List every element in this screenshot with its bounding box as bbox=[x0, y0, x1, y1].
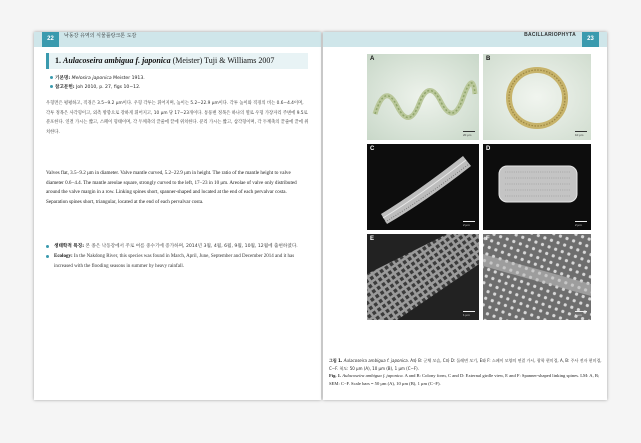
caption-korean-label: 그림 1. bbox=[329, 358, 343, 363]
scale-bar: 20 μm bbox=[463, 131, 475, 137]
caption-korean-species: Aulacoseira ambigua f. japonica. bbox=[343, 358, 410, 363]
left-page-header bbox=[34, 32, 321, 47]
left-page bbox=[34, 32, 321, 400]
sem-micrograph-f bbox=[483, 234, 591, 320]
ecology-korean-label: 생태학적 특징: bbox=[54, 244, 85, 249]
basionym-author: Meister 1913. bbox=[113, 76, 145, 81]
basionym-line bbox=[50, 75, 145, 81]
right-page bbox=[323, 32, 607, 400]
caption-english-species: Aulacoseira ambigua f. japonica. bbox=[342, 373, 404, 378]
scale-bar: 2 μm bbox=[575, 221, 587, 227]
species-name: Aulacoseira ambigua f. japonica bbox=[63, 56, 171, 65]
korean-description: 우형면은 평평하고, 직경은 3.5−9.2 μm이다. 우형 각투는 휘어지며, 높이는 5.2−22.9 μm이다. 각투 높이와 직경의 비는 0.6−4.4이며, 각투 정목은 사각형이고, 외측 방향으로 강하게 휘어지고, 10 μm 당 17−23개이다. 통풍변 정목은 하나의 열로 우형 가장자리 주변에 9.5로 분포한다. 연결 가시는 짧고, 스페이 형태이며, 각 두께축의 끝줄에 끝에 위치한다. 분리 가시는 짧고, 삼각형이며, 각 두께축의 끝줄에 끝에 위치한다. bbox=[46, 101, 309, 135]
figure-panel-f bbox=[483, 234, 591, 320]
figure-panel-e bbox=[367, 234, 479, 320]
species-authority: (Meister) Tuji & Williams 2007 bbox=[172, 56, 275, 65]
figure-panel-c bbox=[367, 144, 479, 230]
panel-label: D bbox=[486, 146, 491, 152]
figure-panel-a bbox=[367, 54, 479, 140]
colony-micrograph-a bbox=[367, 54, 479, 140]
species-title bbox=[46, 53, 308, 69]
figure-panel-b bbox=[483, 54, 591, 140]
scale-bar: 1 μm bbox=[463, 311, 475, 317]
bullet-icon bbox=[46, 245, 49, 248]
right-page-header bbox=[323, 32, 607, 47]
basionym-label: 기본명: bbox=[55, 76, 71, 81]
bullet-icon bbox=[50, 76, 53, 79]
panel-label: A bbox=[370, 56, 375, 62]
sem-micrograph-d bbox=[483, 144, 591, 230]
reference-value: Joh 2010, p. 27, figs 10−12. bbox=[76, 85, 141, 90]
sem-micrograph-e bbox=[367, 234, 479, 320]
ecology-english bbox=[46, 252, 309, 272]
bullet-icon bbox=[46, 255, 49, 258]
reference-line bbox=[50, 84, 140, 90]
scale-bar: 2 μm bbox=[463, 221, 475, 227]
reference-label: 참고문헌: bbox=[55, 85, 75, 90]
english-description: Valves flat, 3.5−9.2 μm in diameter. Valve mantle curved, 5.2−22.9 μm in height. The ratio of the mantle height to valve diameter 0.6−4.4. The mantle areolae square, strongly curved to the left, 17−23 in 10 μm. Areolae of valve only distributed around the valve margin in a row. Linking spines short, spanner-shaped and located at the end of each pervalvar costa. Separation spines short, triangular, located at the end of each pervalvar costa. bbox=[46, 170, 297, 205]
panel-label: C bbox=[370, 146, 375, 152]
panel-label: F bbox=[486, 236, 490, 242]
scale-bar: 10 μm bbox=[575, 131, 587, 137]
ecology-korean bbox=[46, 242, 309, 252]
figure-caption bbox=[329, 357, 603, 387]
caption-korean-text: A와 B: 군체 모습, C와 D: 돌레면 모기, E와 F: 스페이 모양의 연결 가시, 광학 현미경, A, B: 주사 전자 현미경, C−F. 척도: 50 μm (A), 10 μm (B), 1 μm (C−F). bbox=[329, 358, 602, 371]
caption-english-label: Fig. 1. bbox=[329, 373, 342, 378]
ecology-english-label: Ecology: bbox=[54, 254, 73, 259]
colony-micrograph-b bbox=[483, 54, 591, 140]
caption-english-text: A and B: Colony form, C and D: External girdle view, E and F: Spanner-shaped linking spines. LM: A, B; SEM: C−F. Scale bars = 50 μm (A), 10 μm (B), 1 μm (C−F). bbox=[329, 373, 600, 386]
basionym-name: Melosira japonica bbox=[71, 76, 112, 81]
caption-english bbox=[329, 372, 603, 387]
book-title: 낙동강 유역의 식물플랑크톤 도감 bbox=[64, 33, 137, 39]
ecology-english-text: In the Nakdong River, this species was found in March, April, June, September and December 2014 and it has increased with the flooding seasons in summer by heavy rainfall. bbox=[54, 254, 295, 269]
species-number: 1. bbox=[55, 56, 61, 65]
panel-label: E bbox=[370, 236, 375, 242]
left-page-number: 22 bbox=[42, 32, 59, 47]
division-title: BACILLARIOPHYTA bbox=[524, 32, 576, 38]
caption-korean bbox=[329, 357, 603, 372]
right-page-number: 23 bbox=[582, 32, 599, 47]
ecology-section bbox=[46, 242, 309, 272]
ecology-korean-text: 본 종은 낙동강에서 주로 여름 중수기에 증가하며, 2014년 3월, 4월, 6월, 9월, 10월, 12월에 출현하였다. bbox=[85, 244, 298, 249]
sem-micrograph-c bbox=[367, 144, 479, 230]
figure-panel-d bbox=[483, 144, 591, 230]
scale-bar: 1 μm bbox=[575, 311, 587, 317]
panel-label: B bbox=[486, 56, 491, 62]
bullet-icon bbox=[50, 85, 53, 88]
